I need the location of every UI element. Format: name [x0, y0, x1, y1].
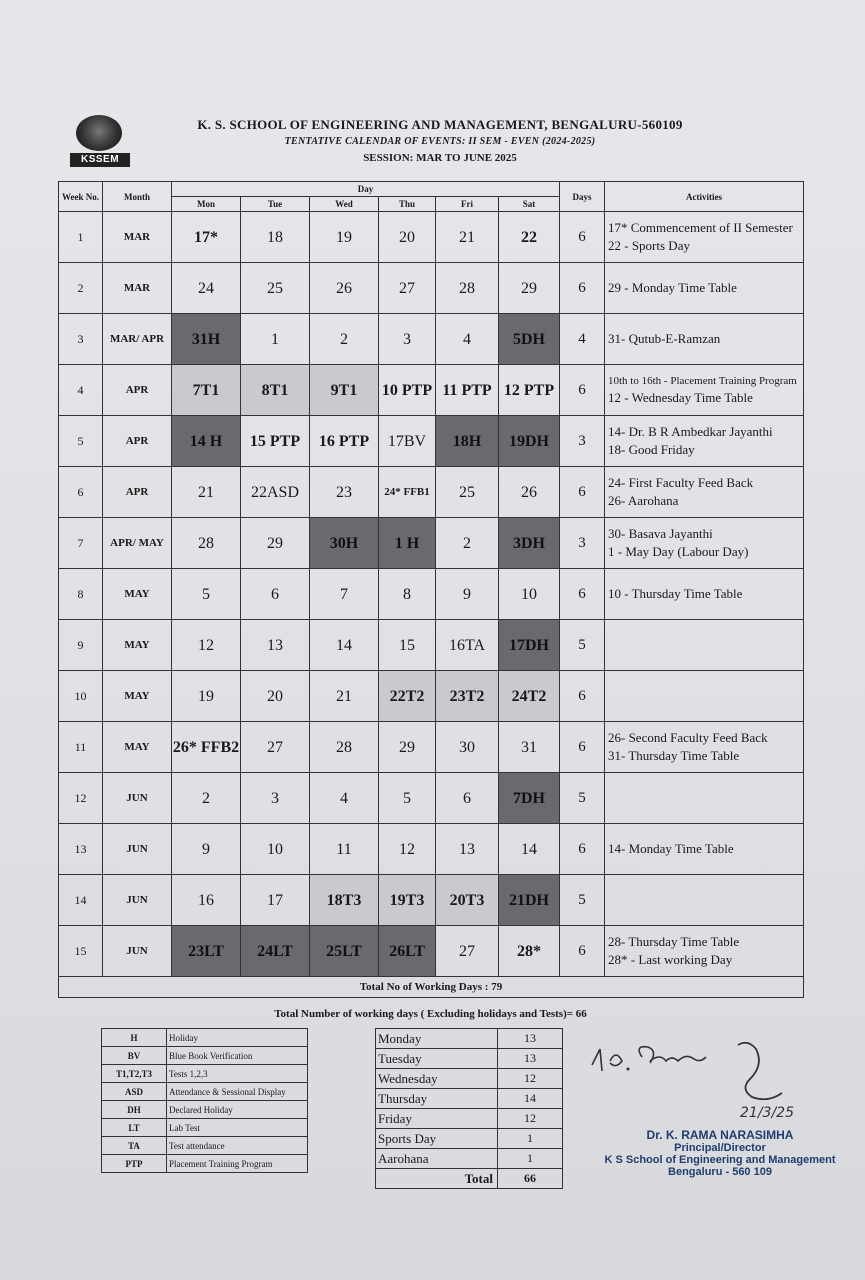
- calendar-day-cell: 14: [499, 824, 560, 875]
- legend-desc: Attendance & Sessional Display: [167, 1083, 308, 1101]
- week-row: [59, 926, 804, 977]
- calendar-day-cell: 19T3: [379, 875, 436, 926]
- week-row: [59, 314, 804, 365]
- session-label: SESSION: MAR TO JUNE 2025: [363, 152, 517, 164]
- working-days-count: 6: [560, 569, 605, 620]
- summary-row: [376, 1089, 563, 1109]
- week-month: MAR: [103, 263, 172, 314]
- legend-key: H: [102, 1029, 167, 1047]
- calendar-day-cell: 12: [172, 620, 241, 671]
- legend-key: ASD: [102, 1083, 167, 1101]
- legend-row: [102, 1101, 308, 1119]
- calendar-day-cell: 30H: [310, 518, 379, 569]
- calendar-day-cell: 24* FFB1: [379, 467, 436, 518]
- calendar-day-cell: 7DH: [499, 773, 560, 824]
- calendar-day-cell: 8T1: [241, 365, 310, 416]
- working-days-count: 3: [560, 518, 605, 569]
- header-week: Week No.: [59, 182, 103, 212]
- legend-desc: Declared Holiday: [167, 1101, 308, 1119]
- calendar-day-cell: 26: [310, 263, 379, 314]
- week-number: 7: [59, 518, 103, 569]
- legend-desc: Blue Book Verification: [167, 1047, 308, 1065]
- svg-text:21/3/25: 21/3/25: [740, 1105, 794, 1121]
- activity-item: 1 - May Day (Labour Day): [608, 544, 749, 559]
- week-activities: [605, 569, 804, 620]
- calendar-day-cell: 1 H: [379, 518, 436, 569]
- activity-item: 10th to 16th - Placement Training Program: [608, 375, 797, 387]
- week-activities: [605, 263, 804, 314]
- calendar-day-cell: 27: [436, 926, 499, 977]
- calendar-day-cell: 29: [499, 263, 560, 314]
- calendar-day-cell: 21: [310, 671, 379, 722]
- week-row: [59, 365, 804, 416]
- calendar-day-cell: 3DH: [499, 518, 560, 569]
- header-fri: Fri: [436, 197, 499, 212]
- header-days: Days: [560, 182, 605, 212]
- calendar-day-cell: 28: [436, 263, 499, 314]
- summary-total-count: 66: [498, 1169, 563, 1189]
- header-month: Month: [103, 182, 172, 212]
- summary-day: Sports Day: [376, 1129, 498, 1149]
- day-summary-table: [375, 1028, 563, 1189]
- calendar-day-cell: 26* FFB2: [172, 722, 241, 773]
- header-mon: Mon: [172, 197, 241, 212]
- handwritten-signature: [590, 1035, 850, 1125]
- calendar-day-cell: 16TA: [436, 620, 499, 671]
- week-row: [59, 263, 804, 314]
- week-row: [59, 569, 804, 620]
- calendar-day-cell: 16: [172, 875, 241, 926]
- summary-row: [376, 1129, 563, 1149]
- week-number: 9: [59, 620, 103, 671]
- calendar-day-cell: 19: [172, 671, 241, 722]
- week-month: MAY: [103, 671, 172, 722]
- calendar-day-cell: 24T2: [499, 671, 560, 722]
- calendar-day-cell: 9: [172, 824, 241, 875]
- week-activities: [605, 467, 804, 518]
- principal-signature-block: [575, 1128, 865, 1178]
- working-days-count: 6: [560, 212, 605, 263]
- calendar-day-cell: 25LT: [310, 926, 379, 977]
- legend-desc: Tests 1,2,3: [167, 1065, 308, 1083]
- legend-key: T1,T2,T3: [102, 1065, 167, 1083]
- summary-row: [376, 1029, 563, 1049]
- calendar-day-cell: 11 PTP: [436, 365, 499, 416]
- institution-title: K. S. SCHOOL OF ENGINEERING AND MANAGEMENT, BENGALURU-560109: [197, 117, 683, 132]
- week-month: JUN: [103, 824, 172, 875]
- working-days-count: 4: [560, 314, 605, 365]
- activity-item: 24- First Faculty Feed Back: [608, 475, 754, 490]
- calendar-day-cell: 20: [241, 671, 310, 722]
- week-month: JUN: [103, 875, 172, 926]
- working-days-count: 6: [560, 671, 605, 722]
- calendar-day-cell: 21: [436, 212, 499, 263]
- week-row: [59, 416, 804, 467]
- week-row: [59, 722, 804, 773]
- legend-desc: Lab Test: [167, 1119, 308, 1137]
- calendar-day-cell: 14 H: [172, 416, 241, 467]
- calendar-day-cell: 6: [436, 773, 499, 824]
- calendar-day-cell: 17*: [172, 212, 241, 263]
- calendar-day-cell: 12 PTP: [499, 365, 560, 416]
- week-month: MAR/ APR: [103, 314, 172, 365]
- working-days-count: 5: [560, 620, 605, 671]
- activity-item: 18- Good Friday: [608, 442, 695, 457]
- week-month: APR: [103, 416, 172, 467]
- calendar-day-cell: 18: [241, 212, 310, 263]
- activity-item: 31- Thursday Time Table: [608, 748, 740, 763]
- week-number: 11: [59, 722, 103, 773]
- header-thu: Thu: [379, 197, 436, 212]
- calendar-day-cell: 17DH: [499, 620, 560, 671]
- calendar-day-cell: 26LT: [379, 926, 436, 977]
- calendar-day-cell: 28*: [499, 926, 560, 977]
- week-month: JUN: [103, 773, 172, 824]
- calendar-day-cell: 29: [379, 722, 436, 773]
- week-month: MAY: [103, 722, 172, 773]
- working-days-count: 6: [560, 722, 605, 773]
- calendar-day-cell: 20T3: [436, 875, 499, 926]
- activity-item: 26- Aarohana: [608, 493, 679, 508]
- calendar-day-cell: 7: [310, 569, 379, 620]
- week-number: 13: [59, 824, 103, 875]
- activity-item: 31- Qutub-E-Ramzan: [608, 331, 721, 346]
- summary-day: Monday: [376, 1029, 498, 1049]
- week-activities: [605, 314, 804, 365]
- week-activities: [605, 416, 804, 467]
- summary-count: 12: [498, 1109, 563, 1129]
- week-row: [59, 824, 804, 875]
- calendar-day-cell: 31H: [172, 314, 241, 365]
- week-number: 14: [59, 875, 103, 926]
- week-number: 6: [59, 467, 103, 518]
- calendar-day-cell: 19DH: [499, 416, 560, 467]
- legend-row: [102, 1155, 308, 1173]
- week-number: 1: [59, 212, 103, 263]
- calendar-day-cell: 23: [310, 467, 379, 518]
- calendar-day-cell: 14: [310, 620, 379, 671]
- week-month: MAY: [103, 569, 172, 620]
- calendar-day-cell: 17: [241, 875, 310, 926]
- summary-count: 13: [498, 1049, 563, 1069]
- logo-emblem-icon: [76, 115, 122, 151]
- calendar-day-cell: 24: [172, 263, 241, 314]
- calendar-day-cell: 3: [379, 314, 436, 365]
- calendar-day-cell: 31: [499, 722, 560, 773]
- calendar-day-cell: 27: [379, 263, 436, 314]
- week-activities: [605, 926, 804, 977]
- legend-table: [101, 1028, 308, 1173]
- week-number: 4: [59, 365, 103, 416]
- calendar-day-cell: 5DH: [499, 314, 560, 365]
- calendar-day-cell: 28: [310, 722, 379, 773]
- working-days-count: 5: [560, 875, 605, 926]
- week-number: 10: [59, 671, 103, 722]
- week-number: 8: [59, 569, 103, 620]
- calendar-day-cell: 22: [499, 212, 560, 263]
- header-tue: Tue: [241, 197, 310, 212]
- summary-row: [376, 1109, 563, 1129]
- legend-key: BV: [102, 1047, 167, 1065]
- header-sat: Sat: [499, 197, 560, 212]
- legend-desc: Holiday: [167, 1029, 308, 1047]
- principal-name: Dr. K. RAMA NARASIMHA: [646, 1128, 794, 1142]
- calendar-subtitle: TENTATIVE CALENDAR OF EVENTS: II SEM - EVEN (2024-2025): [284, 136, 596, 147]
- legend-desc: Placement Training Program: [167, 1155, 308, 1173]
- calendar-day-cell: 10 PTP: [379, 365, 436, 416]
- week-month: APR: [103, 365, 172, 416]
- summary-count: 14: [498, 1089, 563, 1109]
- calendar-day-cell: 2: [436, 518, 499, 569]
- calendar-day-cell: 8: [379, 569, 436, 620]
- calendar-day-cell: 12: [379, 824, 436, 875]
- calendar-day-cell: 15: [379, 620, 436, 671]
- calendar-day-cell: 15 PTP: [241, 416, 310, 467]
- activity-item: 14- Dr. B R Ambedkar Jayanthi: [608, 424, 773, 439]
- calendar-day-cell: 13: [241, 620, 310, 671]
- calendar-day-cell: 28: [172, 518, 241, 569]
- week-row: [59, 467, 804, 518]
- header-activities: Activities: [605, 182, 804, 212]
- week-month: MAY: [103, 620, 172, 671]
- activity-item: 28- Thursday Time Table: [608, 934, 740, 949]
- calendar-day-cell: 29: [241, 518, 310, 569]
- week-row: [59, 875, 804, 926]
- calendar-day-cell: 2: [172, 773, 241, 824]
- activity-item: 29 - Monday Time Table: [608, 280, 737, 295]
- summary-count: 12: [498, 1069, 563, 1089]
- calendar-day-cell: 30: [436, 722, 499, 773]
- summary-total-label: Total: [376, 1169, 498, 1189]
- calendar-day-cell: 18H: [436, 416, 499, 467]
- summary-count: 1: [498, 1129, 563, 1149]
- week-activities: [605, 824, 804, 875]
- week-activities: [605, 518, 804, 569]
- calendar-day-cell: 16 PTP: [310, 416, 379, 467]
- calendar-day-cell: 13: [436, 824, 499, 875]
- calendar-day-cell: 17BV: [379, 416, 436, 467]
- calendar-day-cell: 22ASD: [241, 467, 310, 518]
- summary-count: 1: [498, 1149, 563, 1169]
- summary-day: Tuesday: [376, 1049, 498, 1069]
- summary-day: Wednesday: [376, 1069, 498, 1089]
- week-activities: [605, 212, 804, 263]
- principal-org: K S School of Engineering and Management: [604, 1154, 836, 1166]
- week-row: [59, 671, 804, 722]
- calendar-day-cell: 3: [241, 773, 310, 824]
- working-days-count: 6: [560, 263, 605, 314]
- activity-item: 17* Commencement of II Semester: [608, 220, 793, 235]
- calendar-day-cell: 21DH: [499, 875, 560, 926]
- week-number: 3: [59, 314, 103, 365]
- legend-row: [102, 1029, 308, 1047]
- college-logo: [70, 115, 130, 169]
- total-excluding-holidays: Total Number of working days ( Excluding holidays and Tests)= 66: [274, 1008, 587, 1020]
- calendar-day-cell: 23LT: [172, 926, 241, 977]
- week-row: [59, 773, 804, 824]
- calendar-day-cell: 23T2: [436, 671, 499, 722]
- header-wed: Wed: [310, 197, 379, 212]
- calendar-day-cell: 19: [310, 212, 379, 263]
- summary-row: [376, 1049, 563, 1069]
- legend-row: [102, 1137, 308, 1155]
- calendar-day-cell: 5: [172, 569, 241, 620]
- week-number: 2: [59, 263, 103, 314]
- summary-day: Aarohana: [376, 1149, 498, 1169]
- legend-key: DH: [102, 1101, 167, 1119]
- legend-key: PTP: [102, 1155, 167, 1173]
- principal-title: Principal/Director: [674, 1142, 766, 1154]
- working-days-count: 5: [560, 773, 605, 824]
- week-activities: [605, 620, 804, 671]
- week-month: APR: [103, 467, 172, 518]
- summary-day: Thursday: [376, 1089, 498, 1109]
- summary-day: Friday: [376, 1109, 498, 1129]
- calendar-day-cell: 21: [172, 467, 241, 518]
- calendar-day-cell: 27: [241, 722, 310, 773]
- working-days-count: 6: [560, 365, 605, 416]
- calendar-day-cell: 2: [310, 314, 379, 365]
- calendar-day-cell: 4: [310, 773, 379, 824]
- legend-key: TA: [102, 1137, 167, 1155]
- week-row: [59, 518, 804, 569]
- calendar-day-cell: 22T2: [379, 671, 436, 722]
- legend-row: [102, 1119, 308, 1137]
- working-days-count: 6: [560, 926, 605, 977]
- working-days-count: 6: [560, 824, 605, 875]
- calendar-day-cell: 25: [436, 467, 499, 518]
- legend-key: LT: [102, 1119, 167, 1137]
- activity-item: 30- Basava Jayanthi: [608, 526, 713, 541]
- calendar-day-cell: 26: [499, 467, 560, 518]
- week-month: JUN: [103, 926, 172, 977]
- calendar-day-cell: 4: [436, 314, 499, 365]
- week-month: APR/ MAY: [103, 518, 172, 569]
- activity-item: 26- Second Faculty Feed Back: [608, 730, 768, 745]
- calendar-day-cell: 5: [379, 773, 436, 824]
- legend-row: [102, 1083, 308, 1101]
- calendar-day-cell: 7T1: [172, 365, 241, 416]
- calendar-day-cell: 24LT: [241, 926, 310, 977]
- activity-item: 22 - Sports Day: [608, 238, 690, 253]
- week-activities: [605, 671, 804, 722]
- week-row: [59, 212, 804, 263]
- calendar-day-cell: 1: [241, 314, 310, 365]
- total-working-days: Total No of Working Days : 79: [59, 977, 804, 998]
- activity-item: 28* - Last working Day: [608, 952, 733, 967]
- activity-item: 12 - Wednesday Time Table: [608, 390, 753, 405]
- summary-row: [376, 1149, 563, 1169]
- week-activities: [605, 722, 804, 773]
- summary-row: [376, 1069, 563, 1089]
- calendar-day-cell: 11: [310, 824, 379, 875]
- calendar-day-cell: 20: [379, 212, 436, 263]
- calendar-day-cell: 9: [436, 569, 499, 620]
- legend-desc: Test attendance: [167, 1137, 308, 1155]
- calendar-day-cell: 6: [241, 569, 310, 620]
- working-days-count: 6: [560, 467, 605, 518]
- week-number: 15: [59, 926, 103, 977]
- week-activities: [605, 773, 804, 824]
- week-row: [59, 620, 804, 671]
- week-activities: [605, 365, 804, 416]
- week-number: 5: [59, 416, 103, 467]
- logo-text: KSSEM: [70, 153, 130, 167]
- summary-count: 13: [498, 1029, 563, 1049]
- activity-item: 14- Monday Time Table: [608, 841, 734, 856]
- working-days-count: 3: [560, 416, 605, 467]
- header-day: Day: [172, 182, 560, 197]
- calendar-day-cell: 10: [499, 569, 560, 620]
- calendar-day-cell: 10: [241, 824, 310, 875]
- week-month: MAR: [103, 212, 172, 263]
- week-activities: [605, 875, 804, 926]
- calendar-table: [58, 181, 804, 998]
- week-number: 12: [59, 773, 103, 824]
- principal-city: Bengaluru - 560 109: [668, 1166, 772, 1178]
- calendar-day-cell: 9T1: [310, 365, 379, 416]
- legend-row: [102, 1047, 308, 1065]
- calendar-day-cell: 25: [241, 263, 310, 314]
- legend-row: [102, 1065, 308, 1083]
- calendar-day-cell: 18T3: [310, 875, 379, 926]
- activity-item: 10 - Thursday Time Table: [608, 586, 743, 601]
